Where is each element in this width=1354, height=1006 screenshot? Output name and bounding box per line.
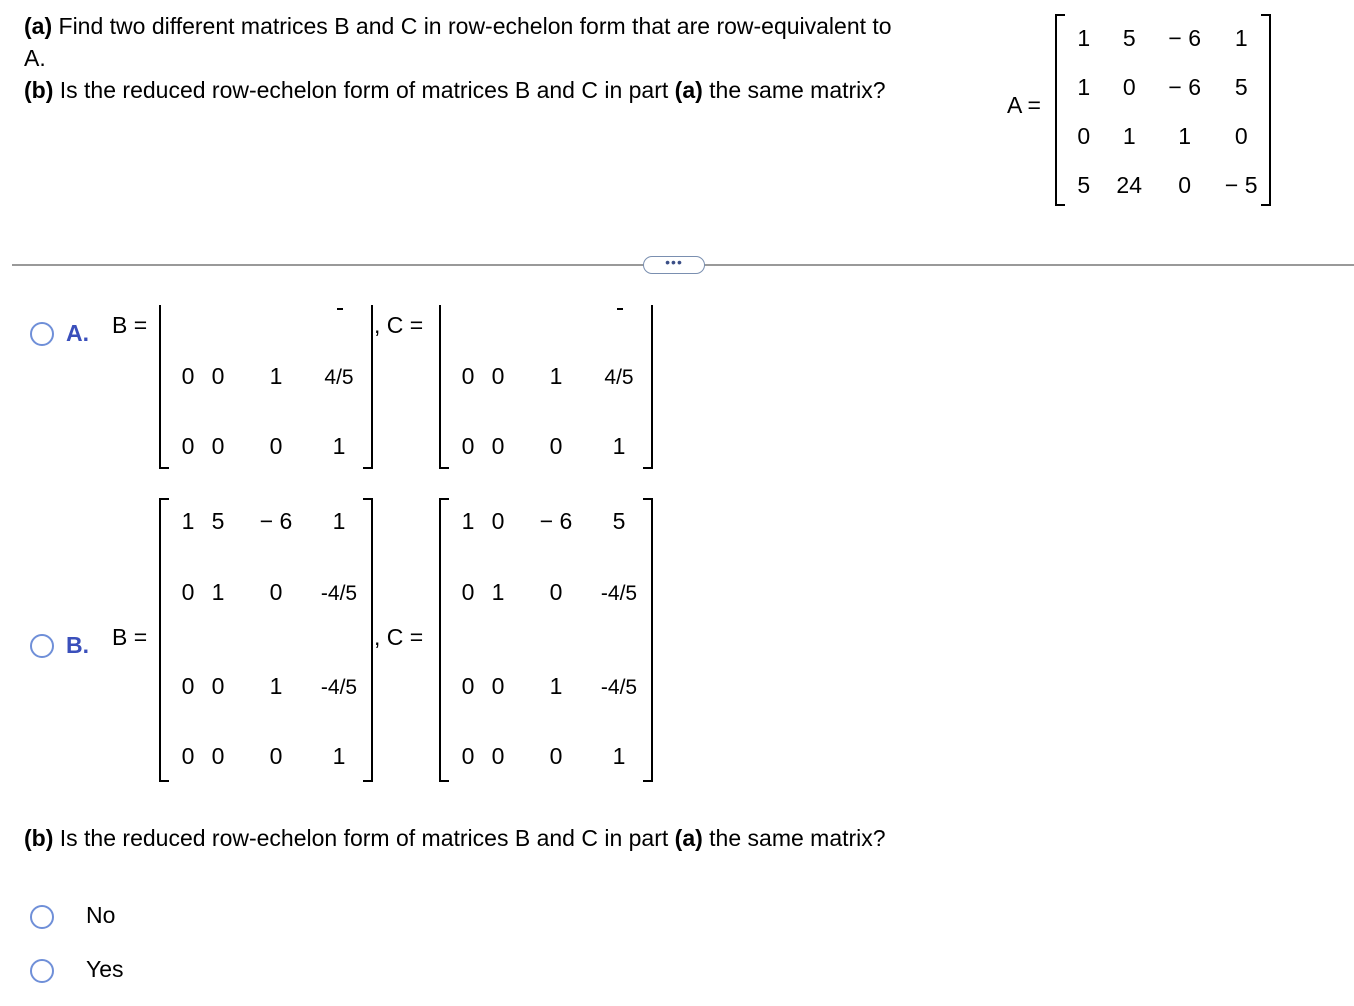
matrix-cell: 1 bbox=[549, 672, 563, 699]
choice-no-label[interactable]: No bbox=[86, 902, 116, 928]
matrix-cell: 0 bbox=[549, 743, 563, 769]
matrix-cell: 0 bbox=[181, 672, 195, 699]
option-a-c-label: , C = bbox=[374, 312, 424, 338]
matrix-cell: 0 bbox=[1122, 74, 1136, 100]
matrix-cell: 0 bbox=[269, 743, 283, 769]
matrix-cell: 0 bbox=[211, 743, 225, 769]
matrix-cell: 1 bbox=[211, 578, 225, 605]
option-b-matrix-c bbox=[439, 498, 653, 782]
option-b-matrix-b bbox=[159, 498, 373, 782]
matrix-cell: 0 bbox=[1234, 123, 1248, 149]
matrix-cell: − 5 bbox=[1224, 172, 1258, 198]
matrix-cell: 0 bbox=[491, 672, 505, 699]
matrix-cell: 1 bbox=[332, 433, 346, 459]
option-a-matrix-b bbox=[159, 305, 373, 469]
part-b-end: the same matrix? bbox=[702, 77, 886, 103]
matrix-a-label: A = bbox=[1007, 92, 1041, 118]
option-b-radio[interactable] bbox=[30, 634, 54, 658]
matrix-cell: 0 bbox=[491, 743, 505, 769]
matrix-cell: 1 bbox=[1122, 123, 1136, 149]
matrix-cell bbox=[319, 639, 359, 733]
matrix-cell: 0 bbox=[491, 362, 505, 389]
matrix-cell: 0 bbox=[549, 433, 563, 459]
matrix-cell: 0 bbox=[549, 578, 563, 605]
part-b-ref: (a) bbox=[674, 77, 703, 103]
matrix-cell: 1 bbox=[1077, 74, 1091, 100]
choice-yes-label[interactable]: Yes bbox=[86, 956, 124, 982]
option-a-letter[interactable]: A. bbox=[66, 320, 89, 346]
matrix-row bbox=[453, 329, 639, 423]
matrix-cell: 5 bbox=[1077, 172, 1091, 198]
matrix-cell: 1 bbox=[491, 578, 505, 605]
part-a-label: (a) bbox=[24, 13, 53, 39]
matrix-cell: − 6 bbox=[1168, 25, 1201, 51]
matrix-cell bbox=[319, 329, 359, 423]
matrix-cell: 0 bbox=[491, 508, 505, 534]
matrix-cell bbox=[599, 639, 639, 733]
part-b-q-ref: (a) bbox=[674, 825, 703, 851]
matrix-cell: 1 bbox=[461, 508, 475, 534]
choice-no-radio[interactable] bbox=[30, 905, 54, 929]
matrix-row bbox=[1065, 63, 1269, 112]
matrix-cell: 0 bbox=[461, 362, 475, 389]
choice-yes-radio[interactable] bbox=[30, 959, 54, 983]
matrix-row bbox=[453, 423, 639, 470]
matrix-row bbox=[173, 733, 359, 780]
matrix-cell: 0 bbox=[1077, 123, 1091, 149]
matrix-cell bbox=[319, 545, 359, 639]
matrix-cell: − 6 bbox=[1168, 74, 1201, 100]
matrix-cell: 5 bbox=[612, 508, 626, 534]
part-b-question bbox=[24, 822, 886, 854]
matrix-cell: 0 bbox=[461, 672, 475, 699]
matrix-cell: 0 bbox=[269, 433, 283, 459]
part-b-q-label: (b) bbox=[24, 825, 54, 851]
part-b-q-end: the same matrix? bbox=[702, 825, 886, 851]
option-b-b-label: B = bbox=[112, 624, 148, 650]
matrix-cell: 1 bbox=[1077, 25, 1091, 51]
matrix-cell: 1 bbox=[332, 508, 346, 534]
matrix-cell: 5 bbox=[1122, 25, 1136, 51]
matrix-row bbox=[453, 639, 639, 733]
matrix-row bbox=[453, 545, 639, 639]
matrix-cell: 5 bbox=[1234, 74, 1248, 100]
matrix-cell: − 6 bbox=[539, 508, 573, 534]
matrix-cell: 1 bbox=[181, 508, 195, 534]
matrix-cell: 0 bbox=[1178, 172, 1192, 198]
matrix-cell: 1 bbox=[612, 433, 626, 459]
fraction: 4/5 bbox=[324, 365, 354, 389]
matrix-cell: 1 bbox=[549, 362, 563, 389]
matrix-cell: 0 bbox=[181, 362, 195, 389]
matrix-cell: 1 bbox=[612, 743, 626, 769]
matrix-cell: 0 bbox=[181, 578, 195, 605]
matrix-row bbox=[453, 498, 639, 545]
matrix-cell: 24 bbox=[1116, 172, 1143, 198]
matrix-row bbox=[173, 329, 359, 423]
matrix-cell: 1 bbox=[269, 672, 283, 699]
matrix-cell: 0 bbox=[211, 362, 225, 389]
fraction: -4/5 bbox=[600, 675, 638, 699]
matrix-row bbox=[173, 545, 359, 639]
matrix-row bbox=[453, 733, 639, 780]
matrix-cell: 0 bbox=[211, 672, 225, 699]
matrix-row bbox=[1065, 161, 1269, 210]
option-b-letter[interactable]: B. bbox=[66, 632, 89, 658]
part-b-q-text: Is the reduced row-echelon form of matrices B and C in part bbox=[53, 825, 675, 851]
matrix-cell bbox=[599, 545, 639, 639]
option-a-b-label: B = bbox=[112, 312, 148, 338]
matrix-cell: 1 bbox=[1178, 123, 1192, 149]
matrix-cell: − 6 bbox=[259, 508, 293, 534]
option-a-matrix-c bbox=[439, 305, 653, 469]
matrix-cell: 1 bbox=[1234, 25, 1248, 51]
part-a-text: Find two different matrices B and C in row-echelon form that are row-equivalent to bbox=[52, 13, 892, 39]
matrix-row bbox=[1065, 14, 1269, 63]
matrix-cell: 1 bbox=[269, 362, 283, 389]
matrix-cell: 0 bbox=[269, 578, 283, 605]
fraction: -4/5 bbox=[320, 675, 358, 699]
matrix-cell: 0 bbox=[181, 743, 195, 769]
option-a-radio[interactable] bbox=[30, 322, 54, 346]
matrix-cell bbox=[599, 329, 639, 423]
matrix-cell: 1 bbox=[332, 743, 346, 769]
fraction: -4/5 bbox=[320, 581, 358, 605]
fraction: 4/5 bbox=[604, 365, 634, 389]
more-button[interactable]: ••• bbox=[643, 256, 705, 274]
matrix-row bbox=[1065, 112, 1269, 161]
part-b-text: Is the reduced row-echelon form of matrices B and C in part bbox=[53, 77, 675, 103]
matrix-a bbox=[1055, 14, 1271, 206]
matrix-row bbox=[173, 423, 359, 470]
clipped-fraction-remnant bbox=[617, 308, 623, 310]
matrix-cell: 0 bbox=[491, 433, 505, 459]
question-part-b bbox=[24, 74, 886, 106]
matrix-cell: 0 bbox=[211, 433, 225, 459]
matrix-cell: 5 bbox=[211, 508, 225, 534]
matrix-row bbox=[173, 498, 359, 545]
matrix-cell: 0 bbox=[461, 743, 475, 769]
matrix-cell: 0 bbox=[181, 433, 195, 459]
question-part-a-cont: A. bbox=[24, 45, 46, 71]
part-b-label: (b) bbox=[24, 77, 54, 103]
matrix-cell: 0 bbox=[461, 578, 475, 605]
matrix-row bbox=[173, 639, 359, 733]
question-part-a bbox=[24, 10, 892, 42]
fraction: -4/5 bbox=[600, 581, 638, 605]
matrix-cell: 0 bbox=[461, 433, 475, 459]
clipped-fraction-remnant bbox=[337, 308, 343, 310]
option-b-c-label: , C = bbox=[374, 624, 424, 650]
